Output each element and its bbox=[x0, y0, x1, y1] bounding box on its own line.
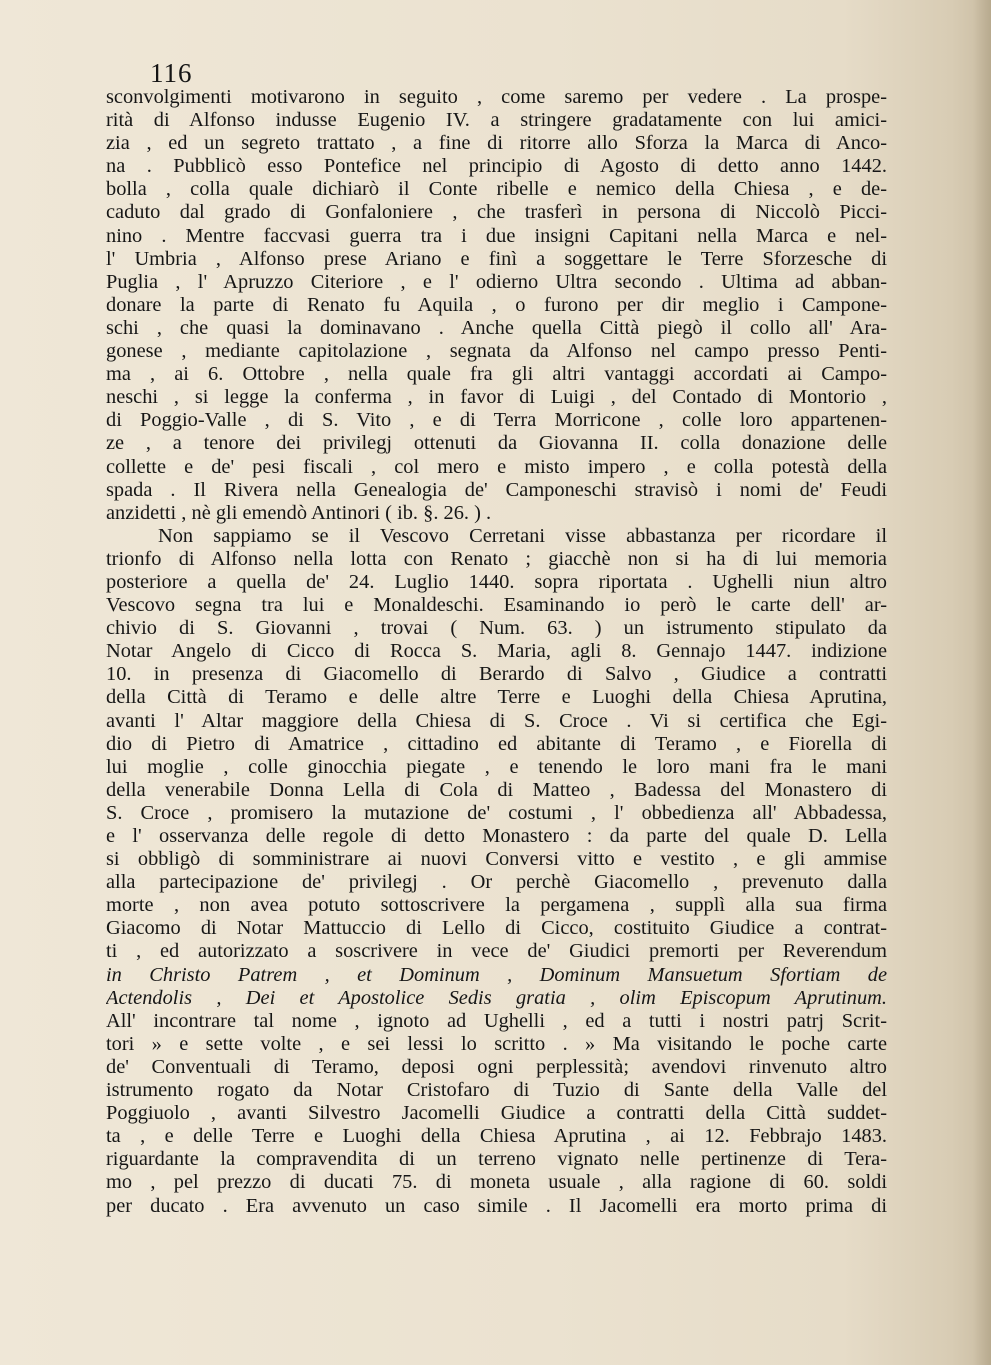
text-line: di Poggio-Valle , di S. Vito , e di Terra Morricone , colle loro appartenen- bbox=[106, 409, 887, 432]
text-line: Notar Angelo di Cicco di Rocca S. Maria, agli 8. Gennajo 1447. indizione bbox=[106, 640, 887, 663]
text-line: mo , pel prezzo di ducati 75. di moneta usuale , alla ragione di 60. soldi bbox=[106, 1171, 887, 1194]
text-line: zia , ed un segreto trattato , a fine di ritorre allo Sforza la Marca di Anco- bbox=[106, 132, 887, 155]
text-line: na . Pubblicò esso Pontefice nel principio di Agosto di detto anno 1442. bbox=[106, 155, 887, 178]
text-line: in Christo Patrem , et Dominum , Dominum Mansuetum Sfortiam de bbox=[106, 963, 887, 986]
text-line: Vescovo segna tra lui e Monaldeschi. Esaminando io però le carte dell' ar- bbox=[106, 594, 887, 617]
body-text bbox=[106, 86, 887, 1218]
text-line: Giacomo di Notar Mattuccio di Lello di Cicco, costituito Giudice a contrat- bbox=[106, 917, 887, 940]
text-line: caduto dal grado di Gonfaloniere , che trasferì in persona di Niccolò Picci- bbox=[106, 201, 887, 224]
text-line: ta , e delle Terre e Luoghi della Chiesa Aprutina , ai 12. Febbrajo 1483. bbox=[106, 1125, 887, 1148]
text-line: chivio di S. Giovanni , trovai ( Num. 63. ) un istrumento stipulato da bbox=[106, 617, 887, 640]
text-line: l' Umbria , Alfonso prese Ariano e finì a soggettare le Terre Sforzesche di bbox=[106, 247, 887, 270]
text-line: schi , che quasi la dominavano . Anche quella Città piegò il collo all' Ara- bbox=[106, 316, 887, 339]
text-line: alla partecipazione de' privilegj . Or perchè Giacomello , prevenuto dalla bbox=[106, 871, 887, 894]
text-line: spada . Il Rivera nella Genealogia de' Camponeschi stravisò i nomi de' Feudi bbox=[106, 478, 887, 501]
text-line: Puglia , l' Apruzzo Citeriore , e l' odierno Ultra secondo . Ultima ad abban- bbox=[106, 270, 887, 293]
page-number: 116 bbox=[150, 58, 193, 88]
text-line: Non sappiamo se il Vescovo Cerretani visse abbastanza per ricordare il bbox=[158, 524, 887, 547]
text-line: donare la parte di Renato fu Aquila , o furono per dir meglio i Campone- bbox=[106, 293, 887, 316]
text-line: avanti l' Altar maggiore della Chiesa di S. Croce . Vi si certifica che Egi- bbox=[106, 709, 887, 732]
text-line: trionfo di Alfonso nella lotta con Renato ; giacchè non si ha di lui memoria bbox=[106, 547, 887, 570]
text-line: istrumento rogato da Notar Cristofaro di Tuzio di Sante della Valle del bbox=[106, 1079, 887, 1102]
text-line: 10. in presenza di Giacomello di Berardo di Salvo , Giudice a contratti bbox=[106, 663, 887, 686]
text-line: dio di Pietro di Amatrice , cittadino ed abitante di Teramo , e Fiorella di bbox=[106, 732, 887, 755]
text-line: tori » e sette volte , e sei lessi lo scritto . » Ma visitando le poche carte bbox=[106, 1032, 887, 1055]
text-line: S. Croce , promisero la mutazione de' costumi , l' obbedienza all' Abbadessa, bbox=[106, 801, 887, 824]
text-line: della Città di Teramo e delle altre Terre e Luoghi della Chiesa Aprutina, bbox=[106, 686, 887, 709]
text-line: lui moglie , colle ginocchia piegate , e tenendo le loro mani fra le mani bbox=[106, 755, 887, 778]
text-line: ma , ai 6. Ottobre , nella quale fra gli altri vantaggi accordati ai Campo- bbox=[106, 363, 887, 386]
text-line: posteriore a quella de' 24. Luglio 1440. sopra riportata . Ughelli niun altro bbox=[106, 570, 887, 593]
text-line: neschi , si legge la conferma , in favor di Luigi , del Contado di Montorio , bbox=[106, 386, 887, 409]
text-line: collette e de' pesi fiscali , col mero e misto impero , e colla potestà della bbox=[106, 455, 887, 478]
text-line: anzidetti , nè gli emendò Antinori ( ib. §. 26. ) . bbox=[106, 501, 492, 524]
text-line: rità di Alfonso indusse Eugenio IV. a stringere gradatamente con lui amici- bbox=[106, 109, 887, 132]
text-line: Poggiuolo , avanti Silvestro Jacomelli Giudice a contratti della Città suddet- bbox=[106, 1102, 887, 1125]
text-line: si obbligò di somministrare ai nuovi Conversi vitto e vestito , e gli ammise bbox=[106, 848, 887, 871]
text-line: riguardante la compravendita di un terreno vignato nelle pertinenze di Tera- bbox=[106, 1148, 887, 1171]
text-line: e l' osservanza delle regole di detto Monastero : da parte del quale D. Lella bbox=[106, 825, 887, 847]
text-line: per ducato . Era avvenuto un caso simile . Il Jacomelli era morto prima di bbox=[106, 1194, 887, 1217]
text-line: bolla , colla quale dichiarò il Conte ribelle e nemico della Chiesa , e de- bbox=[106, 178, 887, 201]
text-line: gonese , mediante capitolazione , segnata da Alfonso nel campo presso Penti- bbox=[106, 340, 887, 363]
text-line: della venerabile Donna Lella di Cola di Matteo , Badessa del Monastero di bbox=[106, 778, 887, 801]
text-line: de' Conventuali di Teramo, deposi ogni perplessità; avendovi rinvenuto altro bbox=[106, 1055, 887, 1078]
page-gutter-shadow bbox=[973, 0, 991, 1365]
text-line: morte , non avea potuto sottoscrivere la pergamena , supplì alla sua firma bbox=[106, 894, 887, 917]
text-line: nino . Mentre faccvasi guerra tra i due insigni Capitani nella Marca e nel- bbox=[106, 224, 887, 247]
text-line: ti , ed autorizzato a soscrivere in vece de' Giudici premorti per Reverendum bbox=[106, 940, 887, 963]
text-line: Actendolis , Dei et Apostolice Sedis gratia , olim Episcopum Aprutinum. bbox=[106, 986, 887, 1009]
text-line: sconvolgimenti motivarono in seguito , come saremo per vedere . La prospe- bbox=[106, 86, 887, 108]
text-line: ze , a tenore dei privilegj ottenuti da Giovanna II. colla donazione delle bbox=[106, 432, 887, 455]
text-line: All' incontrare tal nome , ignoto ad Ughelli , ed a tutti i nostri patrj Scrit- bbox=[106, 1009, 887, 1032]
